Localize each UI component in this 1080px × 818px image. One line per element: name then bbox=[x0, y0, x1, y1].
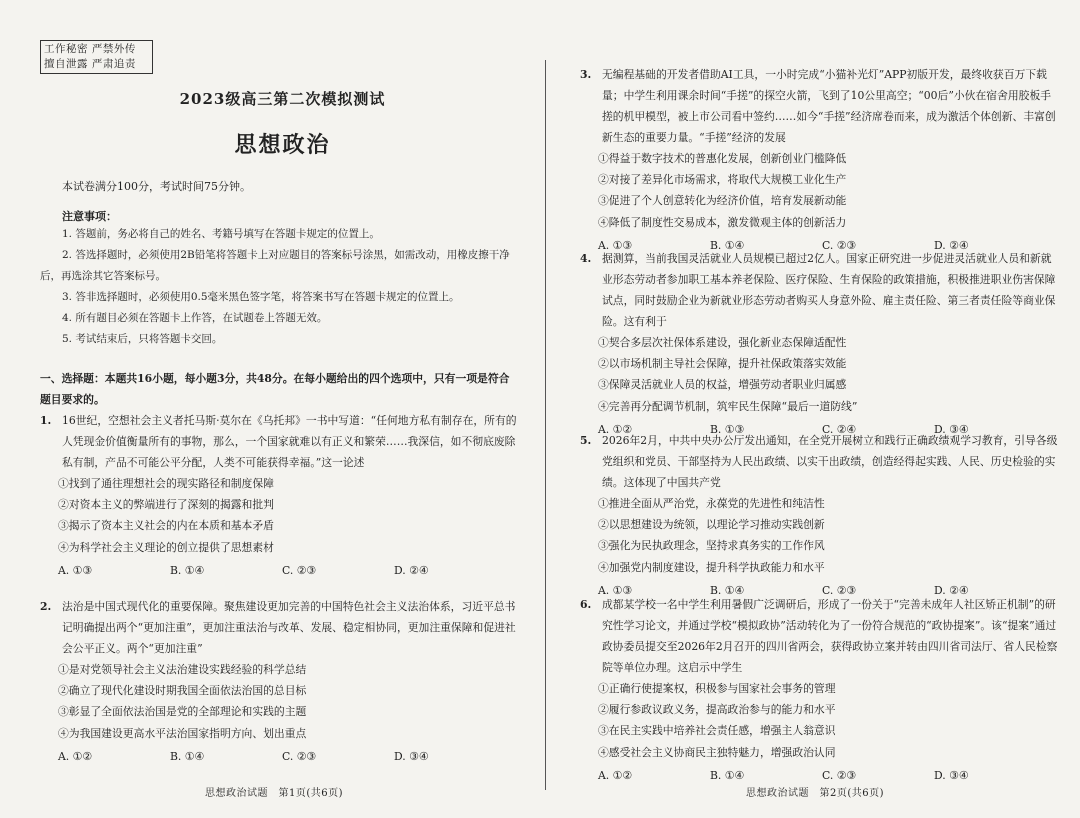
choice-d: D. ②④ bbox=[934, 583, 969, 597]
option: ①推进全面从严治党，永葆党的先进性和纯洁性 bbox=[598, 497, 825, 510]
option: ①得益于数字技术的普惠化发展，创新创业门槛降低 bbox=[598, 152, 847, 165]
choice-c: C. ②③ bbox=[282, 749, 317, 763]
notice-title: 注意事项： bbox=[62, 210, 117, 223]
option: ④为我国建设更高水平法治国家指明方向、划出重点 bbox=[58, 726, 307, 740]
choice-c: C. ②③ bbox=[282, 563, 317, 577]
question-number: 4. bbox=[580, 252, 592, 265]
question-number: 1. bbox=[40, 414, 52, 427]
option: ②以市场机制主导社会保障，提升社保政策落实效能 bbox=[598, 357, 847, 371]
question-stem: 据测算，当前我国灵活就业人员规模已超过2亿人。国家正研究进一步促进灵活就业人员和新就业形态劳动者参加职工基本养老保险、医疗保险、生育保险的政策措施，积极推进职业伤害保障试点，同时鼓励企业为新就业形态劳动者购买人身意外险、雇主责任险、第三者责任险等商业保险。这有利于 bbox=[602, 252, 1056, 328]
choice-a: A. ①③ bbox=[598, 583, 633, 597]
choice-c: C. ②④ bbox=[822, 422, 857, 436]
choice-c: C. ②③ bbox=[822, 238, 857, 252]
option: ③促进了个人创意转化为经济价值，培育发展新动能 bbox=[598, 194, 847, 208]
question-stem: 无编程基础的开发者借助AI工具，一小时完成“小猫补光灯”APP初版开发，最终收获百万下载量；中学生利用课余时间“手搓”的探空火箭，飞到了10公里高空；“00后”小伙在宿舍用胶板手搓的机甲模型，被上市公司看中签约……如今“手搓”经济席卷而来，成为激活个体创新、丰富创新生态的重要力量。“手搓”经济的发展 bbox=[602, 68, 1056, 144]
choice-b: B. ①④ bbox=[170, 749, 205, 763]
choice-b: B. ①④ bbox=[710, 768, 745, 782]
option: ③揭示了资本主义社会的内在本质和基本矛盾 bbox=[58, 519, 274, 533]
question-6 bbox=[580, 594, 1058, 786]
question-number: 5. bbox=[580, 434, 592, 447]
page-footer-left: 思想政治试题 第1页(共6页) bbox=[205, 788, 344, 799]
choice-d: D. ③④ bbox=[934, 768, 969, 782]
option: ③强化为民执政理念，坚持求真务实的工作作风 bbox=[598, 539, 825, 553]
option: ④加强党内制度建设，提升科学执政能力和水平 bbox=[598, 560, 825, 574]
notice-item: 5. 考试结束后，只将答题卡交回。 bbox=[62, 333, 223, 345]
choice-a: A. ①③ bbox=[598, 238, 633, 252]
section-heading: 一、选择题：本题共16小题，每小题3分，共48分。在每小题给出的四个选项中，只有一项是符合题目要求的。 bbox=[40, 372, 510, 406]
notice-item: 1. 答题前，务必将自己的姓名、考籍号填写在答题卡规定的位置上。 bbox=[62, 228, 380, 240]
option: ①契合多层次社保体系建设，强化新业态保障适配性 bbox=[598, 336, 847, 349]
option: ④降低了制度性交易成本，激发微观主体的创新活力 bbox=[598, 215, 847, 229]
choice-b: B. ①④ bbox=[710, 583, 745, 597]
option: ②对资本主义的弊端进行了深刻的揭露和批判 bbox=[58, 498, 274, 512]
question-stem: 成都某学校一名中学生利用暑假广泛调研后，形成了一份关于“完善未成年人社区矫正机制”的研究性学习论文，并通过学校“模拟政协”活动转化为了一份符合规范的“政协提案”。该“提案”通过政协委员提交至2026年2月召开的四川省两会，获得政协立案并转由四川省司法厅、省人民检察院等单位办理。这启示中学生 bbox=[602, 598, 1058, 674]
option: ①正确行使提案权，积极参与国家社会事务的管理 bbox=[598, 682, 836, 695]
stamp-line-2: 擅自泄露 严肃追责 bbox=[44, 58, 136, 70]
choice-d: D. ③④ bbox=[934, 422, 969, 436]
option: ④为科学社会主义理论的创立提供了思想素材 bbox=[58, 540, 274, 554]
option: ③彰显了全面依法治国是党的全部理论和实践的主题 bbox=[58, 705, 307, 719]
question-3 bbox=[580, 64, 1058, 256]
notice-list bbox=[40, 224, 520, 350]
question-number: 3. bbox=[580, 68, 592, 81]
option: ②对接了差异化市场需求，将取代大规模工业化生产 bbox=[598, 173, 847, 187]
choice-a: A. ①② bbox=[598, 768, 633, 782]
option: ④完善再分配调节机制，筑牢民生保障“最后一道防线” bbox=[598, 399, 858, 413]
confidential-stamp bbox=[40, 40, 153, 74]
question-2 bbox=[40, 596, 518, 767]
choice-a: A. ①③ bbox=[58, 563, 93, 577]
choice-b: B. ①③ bbox=[710, 422, 745, 436]
exam-intro: 本试卷满分100分，考试时间75分钟。 bbox=[62, 180, 251, 193]
exam-title: 2023级高三第二次模拟测试 bbox=[179, 90, 386, 108]
page-footer-right: 思想政治试题 第2页(共6页) bbox=[746, 788, 885, 799]
question-5 bbox=[580, 430, 1058, 601]
notice-item: 3. 答非选择题时，必须使用0.5毫米黑色签字笔，将答案书写在答题卡规定的位置上。 bbox=[62, 291, 460, 303]
choice-c: C. ②③ bbox=[822, 583, 857, 597]
notice-item: 4. 所有题目必须在答题卡上作答，在试题卷上答题无效。 bbox=[62, 312, 328, 324]
subject-title: 思想政治 bbox=[234, 132, 331, 158]
option: ②以思想建设为统领，以理论学习推动实践创新 bbox=[598, 518, 825, 532]
option: ②确立了现代化建设时期我国全面依法治国的总目标 bbox=[58, 684, 307, 698]
choice-a: A. ①② bbox=[58, 749, 93, 763]
answer-choices bbox=[40, 560, 518, 581]
stamp-line-1: 工作秘密 严禁外传 bbox=[44, 43, 136, 55]
choice-c: C. ②③ bbox=[822, 768, 857, 782]
question-stem: 2026年2月，中共中央办公厅发出通知，在全党开展树立和践行正确政绩观学习教育，引导各级党组织和党员、干部坚持为人民出政绩、以实干出政绩，创造经得起实践、人民、历史检验的实绩。这体现了中国共产党 bbox=[602, 434, 1058, 489]
column-divider bbox=[545, 60, 546, 790]
answer-choices bbox=[40, 746, 518, 767]
option: ①找到了通往理想社会的现实路径和制度保障 bbox=[58, 477, 274, 490]
choice-b: B. ①④ bbox=[710, 238, 745, 252]
option: ④感受社会主义协商民主独特魅力，增强政治认同 bbox=[598, 745, 836, 759]
choice-d: D. ②④ bbox=[934, 238, 969, 252]
choice-d: D. ②④ bbox=[394, 563, 429, 577]
choice-b: B. ①④ bbox=[170, 563, 205, 577]
question-stem: 16世纪，空想社会主义者托马斯·莫尔在《乌托邦》一书中写道：“任何地方私有制存在，所有的人凭现金价值衡量所有的事物，那么，一个国家就难以有正义和繁荣……我深信，如不彻底废除私有制，产品不可能公平分配，人类不可能获得幸福。”这一论述 bbox=[62, 414, 517, 469]
answer-choices bbox=[580, 765, 1058, 786]
notice-item: 2. 答选择题时，必须使用2B铅笔将答题卡上对应题目的答案标号涂黑，如需改动，用橡皮擦干净后，再选涂其它答案标号。 bbox=[40, 249, 510, 282]
question-number: 2. bbox=[40, 600, 52, 613]
option: ①是对党领导社会主义法治建设实践经验的科学总结 bbox=[58, 663, 307, 676]
question-1 bbox=[40, 410, 518, 581]
option: ②履行参政议政义务，提高政治参与的能力和水平 bbox=[598, 703, 836, 717]
option: ③在民主实践中培养社会责任感，增强主人翁意识 bbox=[598, 724, 836, 738]
question-stem: 法治是中国式现代化的重要保障。聚焦建设更加完善的中国特色社会主义法治体系，习近平总书记明确提出两个“更加注重”，更加注重法治与改革、发展、稳定相协同，更加注重保障和促进社会公平正义。两个“更加注重” bbox=[62, 600, 516, 655]
question-number: 6. bbox=[580, 598, 592, 611]
choice-d: D. ③④ bbox=[394, 749, 429, 763]
question-4 bbox=[580, 248, 1058, 440]
option: ③保障灵活就业人员的权益，增强劳动者职业归属感 bbox=[598, 378, 847, 392]
choice-a: A. ①② bbox=[598, 422, 633, 436]
